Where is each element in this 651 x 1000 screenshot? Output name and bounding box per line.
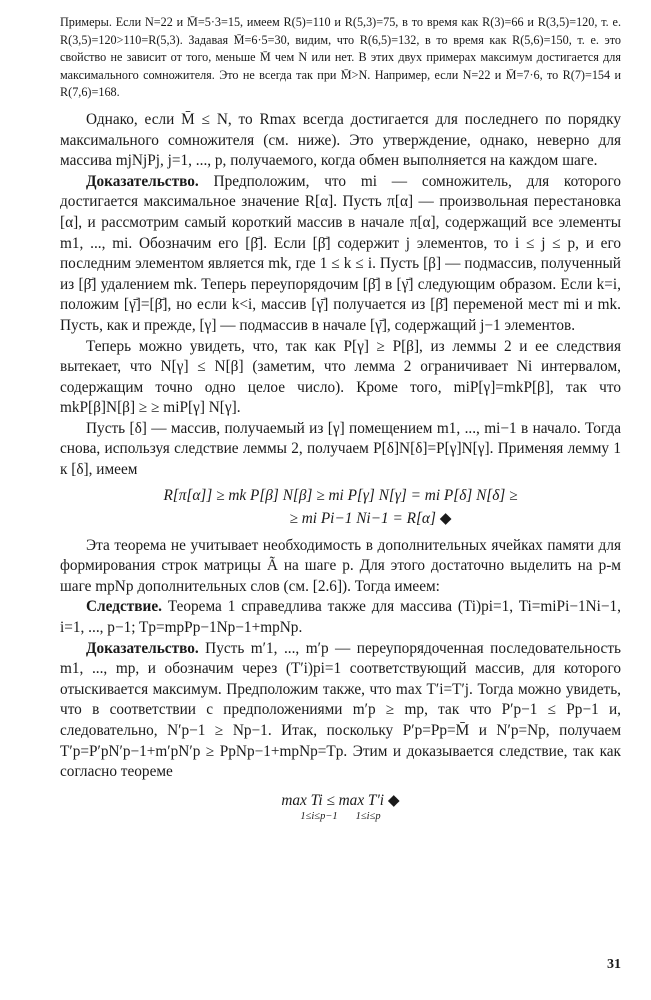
proof-heading: Доказательство. bbox=[86, 172, 199, 190]
final-formula-main: max Ti ≤ max T′i ◆ bbox=[281, 791, 400, 809]
corollary-heading: Следствие. bbox=[86, 598, 162, 616]
final-limit-left: 1≤i≤p−1 bbox=[300, 810, 338, 822]
paragraph-now: Теперь можно увидеть, что, так как P[γ] ≥ P[β], из леммы 2 и ее следствия вытекает, что N[γ] ≤ N[β] (заметим, что лемма 2 ограничивает Ni интервалом, содержащим точно одно целое число). Кроме того, miP[γ]=mkP[β], так что mkP[β]N[β] ≥ ≥ miP[γ] N[γ]. bbox=[60, 337, 621, 417]
final-limit-right: 1≤i≤p bbox=[355, 810, 381, 822]
paragraph-proof-1 bbox=[60, 172, 621, 337]
inequality-line-1: R[π[α]] ≥ mk P[β] N[β] ≥ mi P[γ] N[γ] = mi P[δ] N[δ] ≥ bbox=[163, 486, 518, 504]
corollary-text: Теорема 1 справедлива также для массива (Ti)pi=1, Ti=miPi−1Ni−1, i=1, ..., p−1; Tp=mpPp−1Np−1+mpNp. bbox=[60, 598, 621, 637]
inequality-line-2: ≥ mi Pi−1 Ni−1 = R[α] ◆ bbox=[289, 509, 452, 527]
proof-text: Предположим, что mi — сомножитель, для которого достигается максимальное значение R[α]. Пусть π[α] — произвольная перестановка [α], и рассмотрим самый короткий массив в начале π[α], содержащий все элементы m1, ..., mi. Обозначим его [β̄]. Если [β̄] содержит j элементов, то i ≤ j ≤ p, и его последним элементом является mk, где 1 ≤ k ≤ i. Пусть [β] — подмассив, полученный из [β̄] удалением mk. Теперь переупорядочим [β̄] в [γ̄] следующим образом. Если k=i, положим [γ̄]=[β̄], но если k<i, массив [γ̄] получается из [β̄] переменой мест mi и mk. Пусть, как и прежде, [γ] — подмассив в начале [γ̄], содержащий j−1 элементов. bbox=[60, 172, 621, 334]
inequality-chain bbox=[60, 484, 621, 530]
paragraph-let-delta: Пусть [δ] — массив, получаемый из [γ] помещением m1, ..., mi−1 в начало. Тогда снова, используя следствие леммы 2, получаем P[δ]N[δ]=P[γ]N[γ]. Применяя лемму 1 к [δ], имеем bbox=[60, 419, 621, 479]
final-formula-limits bbox=[60, 811, 621, 823]
examples-paragraph: Примеры. Если N=22 и M̄=5·3=15, имеем R(5)=110 и R(5,3)=75, в то время как R(3)=66 и R(3,5)=120, т. е. R(3,5)=120>110=R(5,3). Задавая M̄=6·5=30, видим, что R(6,5)=132, в то время как R(5,6)=150, т. е. это свойство не зависит от того, меньше M̄ чем N или нет. В этих двух примерах максимум достигается для максимального сомножителя. Это не всегда так при M̄>N. Например, если N=22 и M̄=7·6, то R(7)=154 и R(7,6)=168. bbox=[60, 15, 621, 100]
paragraph-however: Однако, если M̄ ≤ N, то Rmax всегда достигается для последнего по порядку максимального сомножителя (см. ниже). Это утверждение, однако, неверно для массива mjNjPj, j=1, ..., p, получаемого, когда обмен выполняется на каждом шаге. bbox=[60, 110, 621, 170]
proof-heading-2: Доказательство. bbox=[86, 639, 199, 657]
page-number: 31 bbox=[607, 957, 621, 972]
main-text bbox=[60, 110, 621, 783]
paragraph-proof-2 bbox=[60, 639, 621, 783]
paragraph-theorem-note: Эта теорема не учитывает необходимость в дополнительных ячейках памяти для формирования строк матрицы Ã на шаге p. Для этого достаточно выделить на p-м шаге mpNp дополнительных слов (см. [2.6]). Тогда имеем: bbox=[60, 536, 621, 595]
proof-text-2: Пусть m′1, ..., m′p — переупорядоченная последовательность m1, ..., mp, и обозначим через (T′i)pi=1 соответствующий массив, для которого отыскивается максимум. Предположим также, что max T′i=T′j. Тогда можно увидеть, что в соответствии с предположениями m′p ≥ mp, так что P′p−1 ≤ Pp−1 и, следовательно, N′p−1 ≥ Np−1. Итак, поскольку P′p=Pp=M̄ и N′p=Np, получаем T′p=P′pN′p−1+m′pN′p ≥ PpNp−1+mpNp=Tp. Этим и доказывается следствие, так как согласно теореме bbox=[60, 639, 621, 781]
final-formula bbox=[60, 791, 621, 823]
paragraph-corollary bbox=[60, 597, 621, 638]
